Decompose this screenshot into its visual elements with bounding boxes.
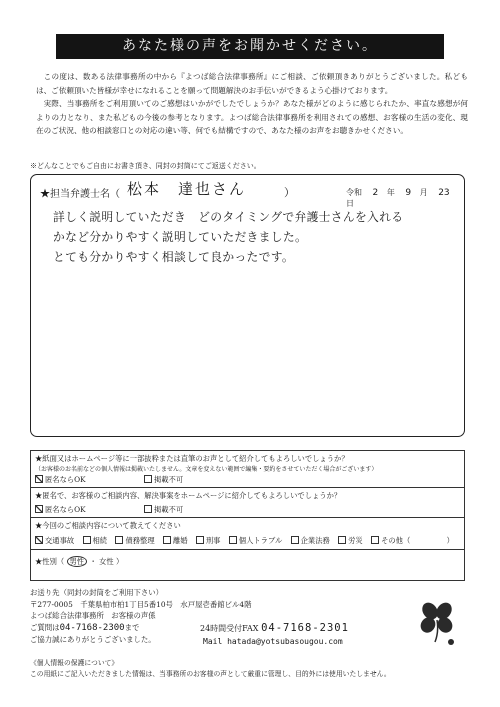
privacy-title: 《個人情報の保護について》 xyxy=(30,659,119,667)
send-label: お送り先（同封の封筒をご利用下さい） xyxy=(30,588,164,597)
option-no-publish[interactable]: 掲載不可 xyxy=(144,505,183,515)
option-inheritance[interactable]: 相続 xyxy=(83,536,108,546)
option-criminal[interactable]: 刑事 xyxy=(196,536,221,546)
gender-paren-close: ） xyxy=(115,557,124,566)
option-anonymous-ok[interactable]: 匿名ならOK xyxy=(35,475,86,485)
option-work-injury[interactable]: 労災 xyxy=(338,536,363,546)
question-4-gender xyxy=(35,557,123,567)
instruction-note: ※どんなことでもご自由にお書き頂き、同封の封筒にてご返送ください。 xyxy=(30,162,261,170)
comment-line: とても分かりやすく相談して良かったです。 xyxy=(53,250,294,264)
era-label: 令和 xyxy=(346,188,362,197)
office-name: よつば総合法律事務所 お客様の声係 xyxy=(30,611,156,620)
fax-line xyxy=(200,622,349,634)
comment-card xyxy=(30,174,465,437)
lawyer-label: ★担当弁護士名（ xyxy=(40,189,120,200)
gender-label: ★性別（ xyxy=(35,557,65,566)
divider xyxy=(31,549,464,550)
gender-female[interactable]: 女性 xyxy=(99,557,114,566)
mail-address: Mail hatada@yotsubasougou.com xyxy=(203,637,343,646)
questionnaire-box xyxy=(30,450,465,581)
day-value: 23 xyxy=(438,188,450,198)
checkbox[interactable] xyxy=(163,536,171,544)
option-no-publish[interactable]: 掲載不可 xyxy=(144,475,183,485)
checkbox-checked[interactable] xyxy=(35,536,43,544)
contact-phone-line: ご質問は04-7168-2300まで xyxy=(30,622,140,633)
checkbox[interactable] xyxy=(115,536,123,544)
gender-male-circled[interactable]: 男性 xyxy=(67,556,88,567)
privacy-notice xyxy=(30,658,391,680)
month-value: 9 xyxy=(405,188,412,198)
option-debt[interactable]: 債務整理 xyxy=(115,536,154,546)
option-divorce[interactable]: 離婚 xyxy=(163,536,188,546)
checkbox-checked[interactable] xyxy=(35,505,43,513)
question-1: ★紙面又はホームページ等に一部抜粋または直筆のお声として紹介してもよろしいでしょうか？ xyxy=(35,454,349,463)
fax-label: 24時間受付FAX xyxy=(200,624,259,633)
checkbox[interactable] xyxy=(144,505,152,513)
mailing-address: 〒277-0005 千葉県柏市柏1丁目5番10号 水戸屋壱番館ビル4階 xyxy=(30,599,252,609)
comment-line: 詳しく説明していただき どのタイミングで弁護士さんを入れる xyxy=(53,210,404,224)
other-paren-close: ） xyxy=(446,536,454,545)
intro-paragraph-2: 実際、当事務所をご利用頂いてのご感想はいかがでしたでしょうか？あなた様がどのように感じられたか、率直な感想が何よりの力となり、また私どもの今後の参考となります。よつば総合法律事務所を利用されての感想、お客様の生活の変化、現在のご状況、他の相談窓口との対応の違い等、何でも結構ですので、あなた様のお声をお聴きかせください。 xyxy=(36,99,468,135)
question-2: ★匿名で、お客様のご相談内容、解決事案をホームページに紹介してもよろしいでしょうか？ xyxy=(35,491,342,500)
privacy-body: この用紙にご記入いただきました情報は、当事務所のお客様の声として厳重に管理し、目的外には使用いたしません。 xyxy=(30,670,391,678)
year-value: 2 xyxy=(372,188,379,198)
comment-line: かなど分かりやすく説明していただきました。 xyxy=(53,230,308,244)
option-anonymous-ok[interactable]: 匿名ならOK xyxy=(35,505,86,515)
question-1-subnote: （お客様のお名前などの個人情報は掲載いたしません。文章を変えない範囲で編集・要約をさせていただく場合がございます） xyxy=(35,466,378,473)
intro-paragraph-1: この度は、数ある法律事務所の中から『よつば総合法律事務所』にご相談、ご依頼頂きありがとうございました。私どもは、ご依頼頂いた皆様が幸せになれることを願って問題解決のお手伝いができるよう心掛けております。 xyxy=(36,72,468,95)
question-2-options xyxy=(35,505,189,515)
day-unit: 日 xyxy=(346,199,354,208)
year-unit: 年 xyxy=(386,188,395,197)
lawyer-name-handwritten: 松本 達也さん xyxy=(127,180,247,198)
question-1-options xyxy=(35,475,189,485)
checkbox[interactable] xyxy=(229,536,237,544)
divider xyxy=(31,487,464,488)
thanks-text: ご協力誠にありがとうございました。 xyxy=(30,635,156,644)
checkbox-checked[interactable] xyxy=(35,475,43,483)
checkbox[interactable] xyxy=(83,536,91,544)
option-corporate-law[interactable]: 企業法務 xyxy=(291,536,330,546)
divider xyxy=(31,517,464,518)
option-personal-trouble[interactable]: 個人トラブル xyxy=(229,536,283,546)
page-title-banner: あなた様の声をお聞かせください。 xyxy=(56,34,444,59)
gender-separator: ・ xyxy=(89,557,97,566)
clover-logo-icon xyxy=(415,598,459,648)
checkbox[interactable] xyxy=(338,536,346,544)
month-unit: 月 xyxy=(419,188,428,197)
option-traffic-accident[interactable]: 交通事故 xyxy=(35,536,74,546)
checkbox[interactable] xyxy=(144,475,152,483)
question-3: ★今回のご相談内容について教えてください xyxy=(35,521,181,530)
checkbox[interactable] xyxy=(196,536,204,544)
fax-number: 04-7168-2301 xyxy=(261,622,349,634)
date-field xyxy=(346,187,464,209)
intro-text xyxy=(36,70,468,138)
phone-number: 04-7168-2300 xyxy=(59,622,125,633)
option-other[interactable]: その他（ xyxy=(371,536,410,546)
checkbox[interactable] xyxy=(291,536,299,544)
handwritten-comment xyxy=(53,207,453,267)
question-3-options xyxy=(35,536,454,546)
lawyer-paren-close: ） xyxy=(284,186,295,199)
checkbox[interactable] xyxy=(371,536,379,544)
